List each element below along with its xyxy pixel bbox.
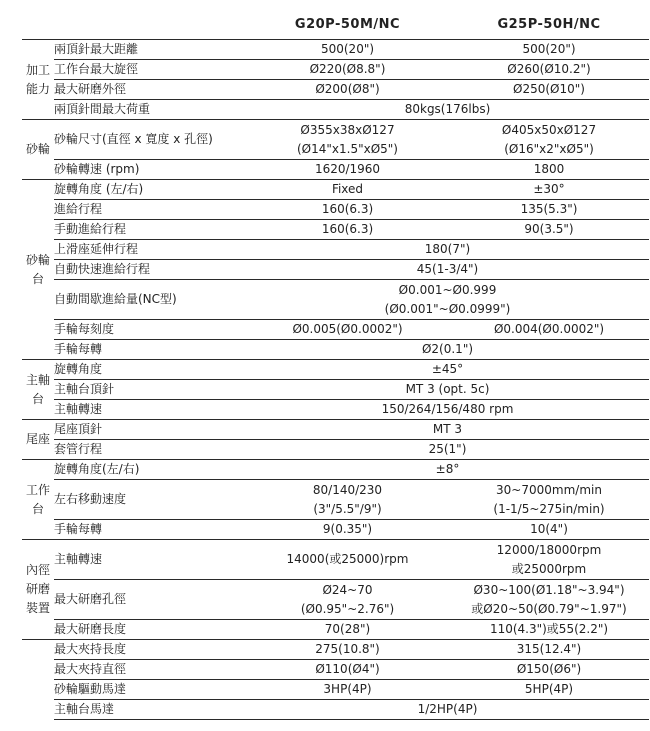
item-label: 主軸轉速 xyxy=(54,400,246,420)
item-label: 自動快速進給行程 xyxy=(54,260,246,280)
shared-value: 1/2HP(4P) xyxy=(246,700,649,720)
item-label: 進給行程 xyxy=(54,200,246,220)
model-b-value: 12000/18000rpm 或25000rpm xyxy=(449,540,649,580)
shared-value: ±45° xyxy=(246,360,649,380)
spec-row xyxy=(22,340,649,360)
model-a-value: 80/140/230 (3"/5.5"/9") xyxy=(246,480,449,520)
shared-value: ±8° xyxy=(246,460,649,480)
item-label: 自動間歇進給量(NC型) xyxy=(54,280,246,320)
shared-value: Ø2(0.1") xyxy=(246,340,649,360)
model-a-value: 70(28") xyxy=(246,620,449,640)
item-label: 尾座頂針 xyxy=(54,420,246,440)
category-cell: 主軸 台 xyxy=(22,360,54,420)
spec-row xyxy=(22,660,649,680)
spec-row xyxy=(22,160,649,180)
model-b-value: Ø405x50xØ127 (Ø16"x2"xØ5") xyxy=(449,120,649,160)
model-b-header: G25P-50H/NC xyxy=(497,17,601,32)
model-a-value: 14000(或25000)rpm xyxy=(246,540,449,580)
item-label: 手輪每刻度 xyxy=(54,320,246,340)
category-cell: 砂輪 xyxy=(22,120,54,180)
shared-value: 80kgs(176lbs) xyxy=(246,100,649,120)
model-a-value: Ø355x38xØ127 (Ø14"x1.5"xØ5") xyxy=(246,120,449,160)
model-a-value: Ø110(Ø4") xyxy=(246,660,449,680)
item-label: 上滑座延伸行程 xyxy=(54,240,246,260)
item-label: 主軸台頂針 xyxy=(54,380,246,400)
spec-row xyxy=(22,520,649,540)
item-label: 手輪每轉 xyxy=(54,520,246,540)
item-label: 砂輪轉速 (rpm) xyxy=(54,160,246,180)
item-label: 套管行程 xyxy=(54,440,246,460)
model-a-value: 1620/1960 xyxy=(246,160,449,180)
model-a-value: Fixed xyxy=(246,180,449,200)
spec-body xyxy=(22,40,649,720)
item-label: 最大研磨孔徑 xyxy=(54,580,246,620)
model-b-value: 10(4") xyxy=(449,520,649,540)
item-label: 兩頂針最大距離 xyxy=(54,40,246,60)
shared-value: Ø0.001~Ø0.999 (Ø0.001"~Ø0.0999") xyxy=(246,280,649,320)
header-row xyxy=(22,10,649,40)
spec-row xyxy=(22,700,649,720)
item-label: 最大夾持直徑 xyxy=(54,660,246,680)
spec-row xyxy=(22,100,649,120)
corner-cell xyxy=(22,10,54,40)
item-label: 砂輪驅動馬達 xyxy=(54,680,246,700)
item-label: 兩頂針間最大荷重 xyxy=(54,100,246,120)
shared-value: 25(1") xyxy=(246,440,649,460)
model-a-value: Ø24~70 (Ø0.95"~2.76") xyxy=(246,580,449,620)
category-cell xyxy=(22,640,54,720)
model-a-value: 9(0.35") xyxy=(246,520,449,540)
model-b-value: 5HP(4P) xyxy=(449,680,649,700)
item-label: 砂輪尺寸(直徑 x 寬度 x 孔徑) xyxy=(54,120,246,160)
category-cell: 內徑 研磨 裝置 xyxy=(22,540,54,640)
model-b-value: 500(20") xyxy=(449,40,649,60)
spec-row xyxy=(22,640,649,660)
model-a-value: Ø200(Ø8") xyxy=(246,80,449,100)
spec-row xyxy=(22,360,649,380)
spec-row xyxy=(22,80,649,100)
category-cell: 砂輪 台 xyxy=(22,180,54,360)
category-cell: 工作 台 xyxy=(22,460,54,540)
model-b-value: 315(12.4") xyxy=(449,640,649,660)
item-label: 旋轉角度 xyxy=(54,360,246,380)
spec-row xyxy=(22,200,649,220)
item-label: 最大夾持長度 xyxy=(54,640,246,660)
spec-row xyxy=(22,380,649,400)
spec-row xyxy=(22,620,649,640)
model-b-value: 90(3.5") xyxy=(449,220,649,240)
model-a-value: 160(6.3) xyxy=(246,200,449,220)
spec-row xyxy=(22,460,649,480)
spec-row xyxy=(22,480,649,520)
model-a-value: 160(6.3) xyxy=(246,220,449,240)
item-label: 主軸轉速 xyxy=(54,540,246,580)
model-a-value: Ø220(Ø8.8") xyxy=(246,60,449,80)
item-label: 最大研磨外徑 xyxy=(54,80,246,100)
model-b-value: 110(4.3")或55(2.2") xyxy=(449,620,649,640)
item-header-cell xyxy=(54,10,246,40)
item-label: 左右移動速度 xyxy=(54,480,246,520)
spec-row xyxy=(22,120,649,160)
spec-row xyxy=(22,260,649,280)
model-b-value: 30~7000mm/min (1-1/5~275in/min) xyxy=(449,480,649,520)
model-a-value: Ø0.005(Ø0.0002") xyxy=(246,320,449,340)
item-label: 工作台最大旋徑 xyxy=(54,60,246,80)
model-b-value: Ø150(Ø6") xyxy=(449,660,649,680)
spec-row xyxy=(22,320,649,340)
item-label: 手輪每轉 xyxy=(54,340,246,360)
spec-row xyxy=(22,220,649,240)
shared-value: 45(1-3/4") xyxy=(246,260,649,280)
model-a-value: 275(10.8") xyxy=(246,640,449,660)
spec-row xyxy=(22,680,649,700)
spec-row xyxy=(22,60,649,80)
spec-row xyxy=(22,40,649,60)
item-label: 主軸台馬達 xyxy=(54,700,246,720)
spec-row xyxy=(22,420,649,440)
shared-value: 150/264/156/480 rpm xyxy=(246,400,649,420)
model-a-header: G20P-50M/NC xyxy=(294,17,401,32)
model-a-value: 500(20") xyxy=(246,40,449,60)
model-a-value: 3HP(4P) xyxy=(246,680,449,700)
shared-value: 180(7") xyxy=(246,240,649,260)
category-cell: 尾座 xyxy=(22,420,54,460)
model-b-value: 135(5.3") xyxy=(449,200,649,220)
model-b-value: Ø250(Ø10") xyxy=(449,80,649,100)
spec-row xyxy=(22,240,649,260)
model-b-value: ±30° xyxy=(449,180,649,200)
spec-row xyxy=(22,180,649,200)
spec-row xyxy=(22,580,649,620)
model-b-value: 1800 xyxy=(449,160,649,180)
spec-table xyxy=(22,10,649,720)
item-label: 手動進給行程 xyxy=(54,220,246,240)
model-b-value: Ø30~100(Ø1.18"~3.94") 或Ø20~50(Ø0.79"~1.97") xyxy=(449,580,649,620)
spec-row xyxy=(22,440,649,460)
spec-row xyxy=(22,280,649,320)
spec-row xyxy=(22,540,649,580)
shared-value: MT 3 xyxy=(246,420,649,440)
model-b-value: Ø0.004(Ø0.0002") xyxy=(449,320,649,340)
model-b-value: Ø260(Ø10.2") xyxy=(449,60,649,80)
spec-row xyxy=(22,400,649,420)
category-cell: 加工 能力 xyxy=(22,40,54,120)
shared-value: MT 3 (opt. 5c) xyxy=(246,380,649,400)
item-label: 旋轉角度 (左/右) xyxy=(54,180,246,200)
item-label: 最大研磨長度 xyxy=(54,620,246,640)
item-label: 旋轉角度(左/右) xyxy=(54,460,246,480)
